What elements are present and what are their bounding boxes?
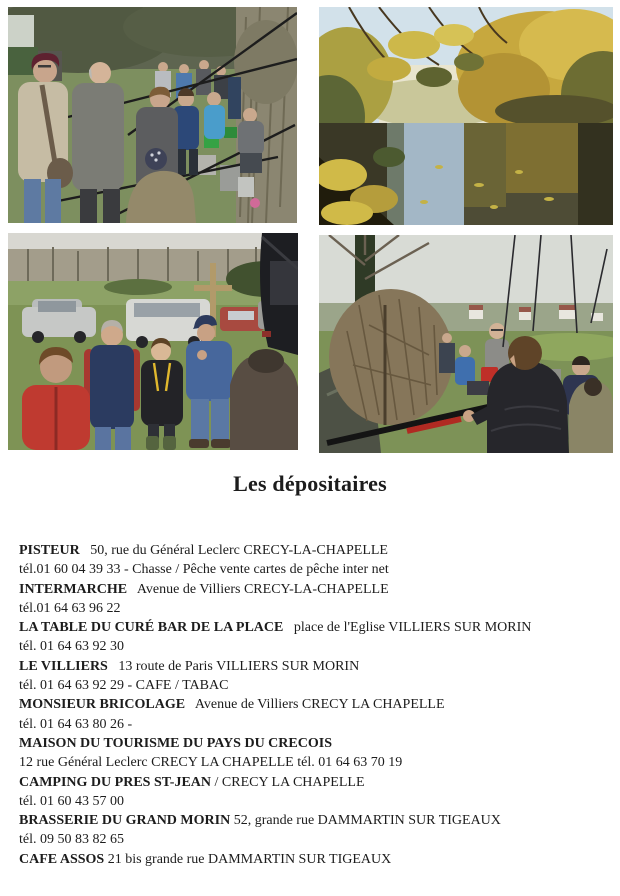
dealer-name: CAFE ASSOS [19, 851, 105, 867]
dealer-tel-line: tél. 09 50 83 82 65 [19, 832, 124, 848]
dealer-tel-line: 12 rue Général Leclerc CRECY LA CHAPELLE tél. 01 64 63 70 19 [19, 755, 403, 771]
page-title: Les dépositaires [233, 471, 387, 496]
dealer-name: BRASSERIE DU GRAND MORIN [19, 813, 231, 829]
dealer-tel-line: tél.01 64 63 96 22 [19, 600, 121, 616]
dealer-tel-line: tél. 01 64 63 92 30 [19, 639, 124, 655]
dealer-name: INTERMARCHE [19, 581, 128, 597]
photo-group-carpark-art [8, 233, 298, 450]
dealer-entry [19, 734, 613, 773]
photo-autumn-river-art [319, 7, 613, 225]
dealer-entry [19, 580, 613, 619]
photo-fishing-contest-crowd [8, 7, 297, 223]
dealer-name: PISTEUR [19, 543, 80, 558]
dealer-entry [19, 695, 613, 734]
dealer-tel-line: tél. 01 60 43 57 00 [19, 793, 124, 809]
dealer-entry [19, 811, 613, 850]
dealer-address: / CRECY LA CHAPELLE [211, 774, 365, 790]
dealer-entry [19, 657, 613, 696]
dealer-tel-line: tél. 01 64 63 80 26 - [19, 716, 133, 732]
dealer-address: Avenue de Villiers CRECY LA CHAPELLE [185, 697, 445, 713]
dealer-tel-line: tél.01 60 04 39 33 - Chasse / Pêche vente cartes de pêche inter net [19, 562, 389, 578]
photo-group-carpark [8, 233, 298, 450]
dealer-tel-line: tél. 01 64 63 92 29 - CAFE / TABAC [19, 678, 229, 694]
dealer-entry [19, 541, 613, 580]
dealer-entry [19, 773, 613, 812]
dealer-name: LE VILLIERS [19, 658, 108, 674]
dealer-name: CAMPING DU PRES ST-JEAN [19, 774, 212, 790]
dealer-address: 50, rue du Général Leclerc CRECY-LA-CHAPELLE [79, 543, 388, 558]
photo-autumn-river [319, 7, 613, 225]
dealer-address: 13 route de Paris VILLIERS SUR MORIN [107, 658, 360, 674]
dealer-name: MAISON DU TOURISME DU PAYS DU CRECOIS [19, 735, 332, 751]
photo-fishing-contest-crowd-art [8, 7, 297, 223]
dealer-address: place de l'Eglise VILLIERS SUR MORIN [283, 620, 532, 636]
dealer-entry [19, 618, 613, 657]
dealer-address: Avenue de Villiers CRECY-LA-CHAPELLE [127, 581, 389, 597]
dealer-address: 21 bis grande rue DAMMARTIN SUR TIGEAUX [104, 851, 392, 867]
photo-boy-with-pole-art [319, 235, 613, 453]
dealer-list [19, 541, 613, 869]
dealer-address: 52, grande rue DAMMARTIN SUR TIGEAUX [230, 813, 501, 829]
dealer-entry [19, 850, 613, 869]
photo-boy-with-pole [319, 235, 613, 453]
dealer-name: MONSIEUR BRICOLAGE [19, 697, 186, 713]
dealer-name: LA TABLE DU CURÉ BAR DE LA PLACE [19, 620, 284, 636]
